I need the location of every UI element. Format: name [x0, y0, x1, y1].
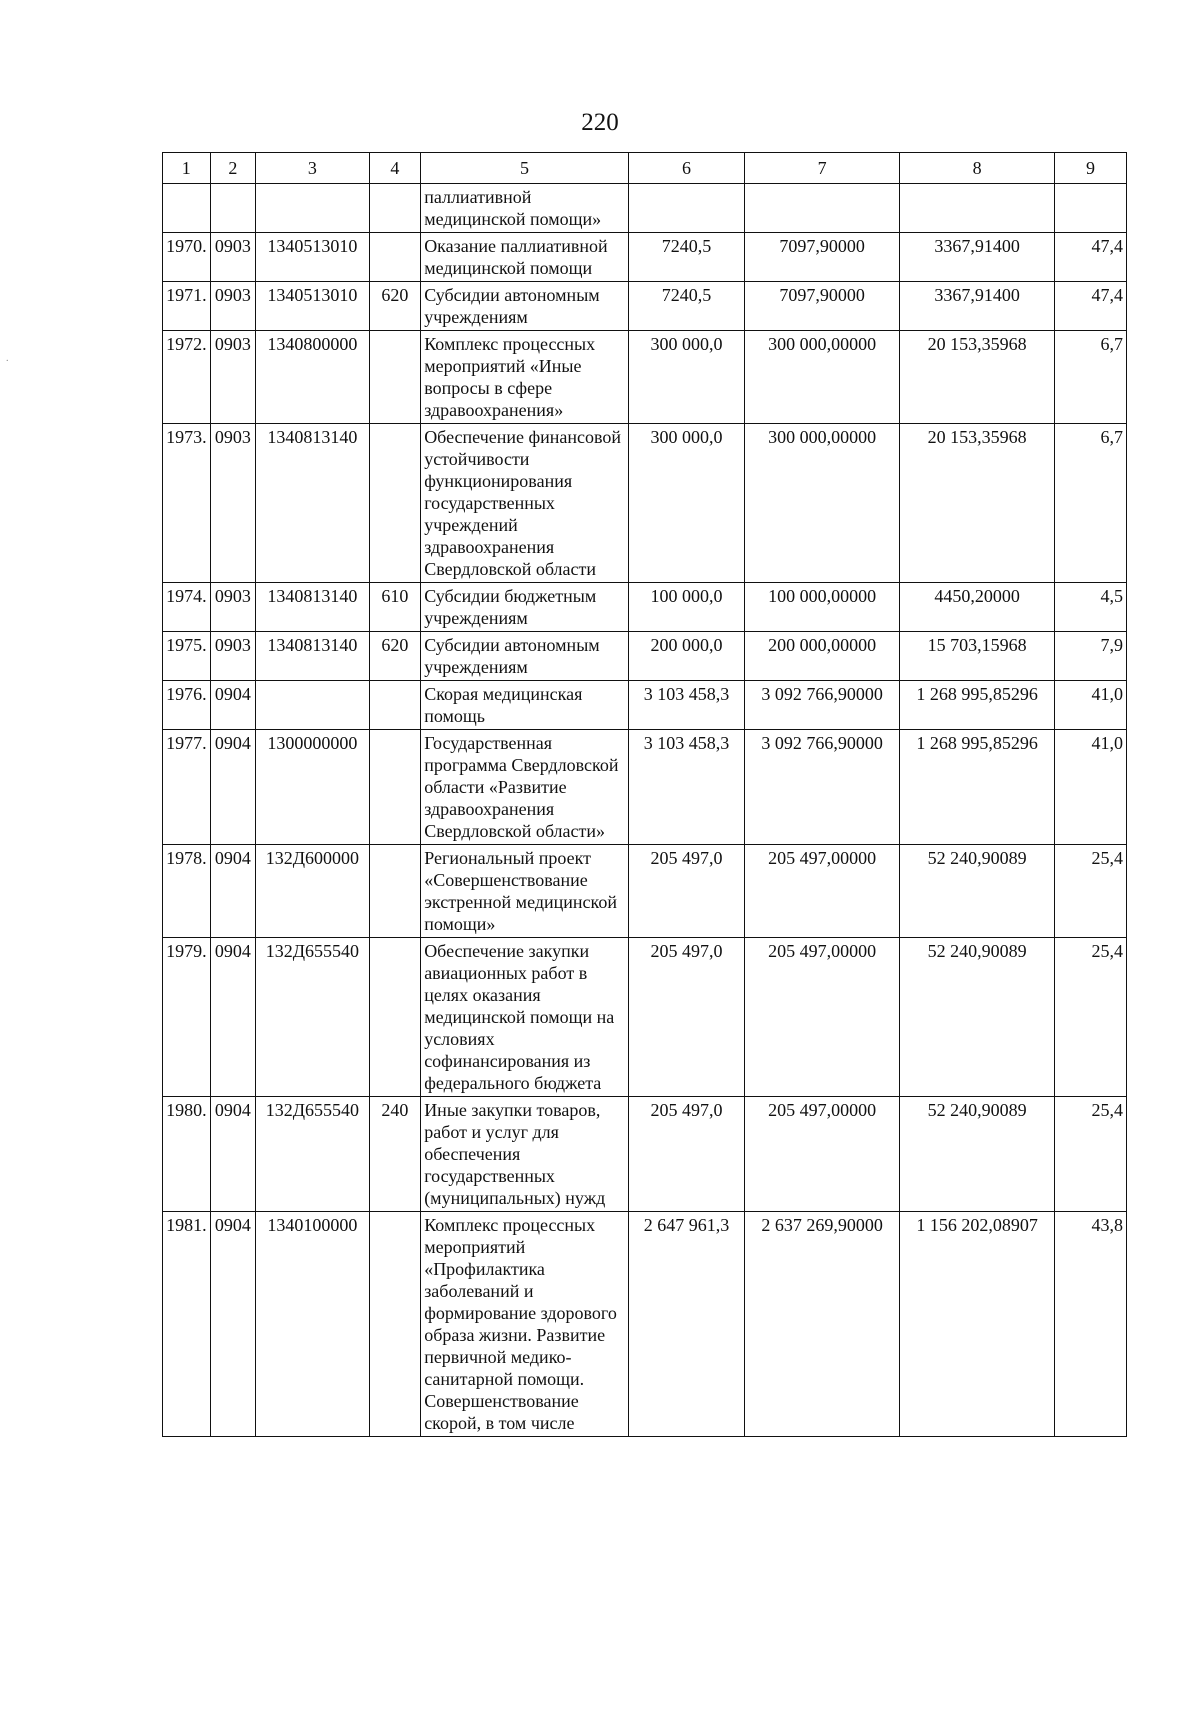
target-code-cell: 1340800000: [256, 331, 369, 424]
executed-amount-cell: 3367,91400: [900, 282, 1055, 331]
item-name-cell: Обеспечение закупки авиационных работ в целях оказания медицинской помощи на условиях софинансирования из федерального бюджета: [421, 938, 629, 1097]
row-number-cell: [163, 184, 211, 233]
budget-list-amount-cell: 100 000,00000: [745, 583, 900, 632]
item-name-cell: Обеспечение финансовой устойчивости функционирования государственных учреждений здравоохранения Свердловской области: [421, 424, 629, 583]
budget-list-amount-cell: 7097,90000: [745, 233, 900, 282]
section-code-cell: 0904: [210, 938, 256, 1097]
table-row: [163, 331, 1127, 424]
execution-percent-cell: 7,9: [1055, 632, 1127, 681]
execution-percent-cell: 25,4: [1055, 1097, 1127, 1212]
row-number-cell: 1971.: [163, 282, 211, 331]
budget-list-amount-cell: 2 637 269,90000: [745, 1212, 900, 1437]
section-code-cell: 0903: [210, 331, 256, 424]
execution-percent-cell: 4,5: [1055, 583, 1127, 632]
execution-percent-cell: 47,4: [1055, 233, 1127, 282]
execution-percent-cell: 25,4: [1055, 938, 1127, 1097]
expense-type-cell: 620: [369, 632, 421, 681]
budget-list-amount-cell: 7097,90000: [745, 282, 900, 331]
expense-type-cell: [369, 331, 421, 424]
target-code-cell: 132Д655540: [256, 938, 369, 1097]
budget-list-amount-cell: 3 092 766,90000: [745, 681, 900, 730]
table-row: [163, 424, 1127, 583]
approved-amount-cell: 3 103 458,3: [628, 730, 744, 845]
item-name-cell: Скорая медицинская помощь: [421, 681, 629, 730]
budget-list-amount-cell: 300 000,00000: [745, 331, 900, 424]
column-header-8: 8: [900, 153, 1055, 184]
item-name-cell: Государственная программа Свердловской области «Развитие здравоохранения Свердловской области»: [421, 730, 629, 845]
section-code-cell: 0903: [210, 282, 256, 331]
item-name-cell: Субсидии бюджетным учреждениям: [421, 583, 629, 632]
approved-amount-cell: [628, 184, 744, 233]
table-row: [163, 730, 1127, 845]
row-number-cell: 1975.: [163, 632, 211, 681]
execution-percent-cell: 6,7: [1055, 424, 1127, 583]
row-number-cell: 1974.: [163, 583, 211, 632]
budget-list-amount-cell: 300 000,00000: [745, 424, 900, 583]
executed-amount-cell: 1 268 995,85296: [900, 730, 1055, 845]
budget-list-amount-cell: 205 497,00000: [745, 938, 900, 1097]
budget-list-amount-cell: 205 497,00000: [745, 1097, 900, 1212]
item-name-cell: Комплекс процессных мероприятий «Иные вопросы в сфере здравоохранения»: [421, 331, 629, 424]
budget-list-amount-cell: 3 092 766,90000: [745, 730, 900, 845]
column-header-4: 4: [369, 153, 421, 184]
table-row: [163, 938, 1127, 1097]
table-header-row: [163, 153, 1127, 184]
budget-table: [162, 152, 1127, 1437]
expense-type-cell: [369, 184, 421, 233]
column-header-5: 5: [421, 153, 629, 184]
row-number-cell: 1978.: [163, 845, 211, 938]
row-number-cell: 1970.: [163, 233, 211, 282]
table-row: [163, 681, 1127, 730]
executed-amount-cell: 1 268 995,85296: [900, 681, 1055, 730]
table-row: [163, 282, 1127, 331]
table-row: [163, 233, 1127, 282]
target-code-cell: 1340513010: [256, 282, 369, 331]
target-code-cell: 1300000000: [256, 730, 369, 845]
approved-amount-cell: 2 647 961,3: [628, 1212, 744, 1437]
row-number-cell: 1979.: [163, 938, 211, 1097]
expense-type-cell: 610: [369, 583, 421, 632]
page-number: 220: [581, 109, 619, 136]
table-row: [163, 1212, 1127, 1437]
row-number-cell: 1972.: [163, 331, 211, 424]
item-name-cell: паллиативной медицинской помощи»: [421, 184, 629, 233]
column-header-1: 1: [163, 153, 211, 184]
budget-list-amount-cell: 200 000,00000: [745, 632, 900, 681]
row-number-cell: 1976.: [163, 681, 211, 730]
approved-amount-cell: 205 497,0: [628, 1097, 744, 1212]
execution-percent-cell: 6,7: [1055, 331, 1127, 424]
section-code-cell: 0904: [210, 1212, 256, 1437]
section-code-cell: 0904: [210, 730, 256, 845]
row-number-cell: 1980.: [163, 1097, 211, 1212]
executed-amount-cell: 3367,91400: [900, 233, 1055, 282]
target-code-cell: 1340813140: [256, 424, 369, 583]
expense-type-cell: [369, 233, 421, 282]
item-name-cell: Оказание паллиативной медицинской помощи: [421, 233, 629, 282]
execution-percent-cell: [1055, 184, 1127, 233]
expense-type-cell: 240: [369, 1097, 421, 1212]
budget-list-amount-cell: 205 497,00000: [745, 845, 900, 938]
execution-percent-cell: 41,0: [1055, 730, 1127, 845]
execution-percent-cell: 43,8: [1055, 1212, 1127, 1437]
section-code-cell: 0904: [210, 845, 256, 938]
column-header-3: 3: [256, 153, 369, 184]
expense-type-cell: [369, 845, 421, 938]
table-row: [163, 184, 1127, 233]
section-code-cell: [210, 184, 256, 233]
approved-amount-cell: 7240,5: [628, 282, 744, 331]
executed-amount-cell: 20 153,35968: [900, 424, 1055, 583]
section-code-cell: 0903: [210, 632, 256, 681]
table-row: [163, 845, 1127, 938]
approved-amount-cell: 300 000,0: [628, 424, 744, 583]
budget-list-amount-cell: [745, 184, 900, 233]
section-code-cell: 0904: [210, 1097, 256, 1212]
execution-percent-cell: 47,4: [1055, 282, 1127, 331]
executed-amount-cell: 15 703,15968: [900, 632, 1055, 681]
expense-type-cell: [369, 938, 421, 1097]
expense-type-cell: [369, 1212, 421, 1437]
executed-amount-cell: 52 240,90089: [900, 1097, 1055, 1212]
expense-type-cell: [369, 730, 421, 845]
item-name-cell: Иные закупки товаров, работ и услуг для обеспечения государственных (муниципальных) нужд: [421, 1097, 629, 1212]
item-name-cell: Субсидии автономным учреждениям: [421, 282, 629, 331]
executed-amount-cell: 20 153,35968: [900, 331, 1055, 424]
approved-amount-cell: 300 000,0: [628, 331, 744, 424]
approved-amount-cell: 7240,5: [628, 233, 744, 282]
scan-edge-mark: .: [6, 353, 9, 364]
target-code-cell: 1340813140: [256, 583, 369, 632]
column-header-7: 7: [745, 153, 900, 184]
section-code-cell: 0903: [210, 233, 256, 282]
executed-amount-cell: 52 240,90089: [900, 938, 1055, 1097]
expense-type-cell: [369, 681, 421, 730]
column-header-6: 6: [628, 153, 744, 184]
expense-type-cell: 620: [369, 282, 421, 331]
table-body: [163, 184, 1127, 1437]
approved-amount-cell: 3 103 458,3: [628, 681, 744, 730]
executed-amount-cell: [900, 184, 1055, 233]
target-code-cell: 132Д655540: [256, 1097, 369, 1212]
target-code-cell: 1340100000: [256, 1212, 369, 1437]
expense-type-cell: [369, 424, 421, 583]
row-number-cell: 1981.: [163, 1212, 211, 1437]
section-code-cell: 0903: [210, 583, 256, 632]
target-code-cell: 1340813140: [256, 632, 369, 681]
item-name-cell: Региональный проект «Совершенствование экстренной медицинской помощи»: [421, 845, 629, 938]
target-code-cell: [256, 681, 369, 730]
column-header-9: 9: [1055, 153, 1127, 184]
executed-amount-cell: 4450,20000: [900, 583, 1055, 632]
target-code-cell: 1340513010: [256, 233, 369, 282]
table-row: [163, 583, 1127, 632]
item-name-cell: Субсидии автономным учреждениям: [421, 632, 629, 681]
row-number-cell: 1977.: [163, 730, 211, 845]
column-header-2: 2: [210, 153, 256, 184]
table-row: [163, 1097, 1127, 1212]
approved-amount-cell: 205 497,0: [628, 845, 744, 938]
section-code-cell: 0904: [210, 681, 256, 730]
target-code-cell: [256, 184, 369, 233]
execution-percent-cell: 25,4: [1055, 845, 1127, 938]
execution-percent-cell: 41,0: [1055, 681, 1127, 730]
item-name-cell: Комплекс процессных мероприятий «Профилактика заболеваний и формирование здорового образа жизни. Развитие первичной медико-санитарной помощи. Совершенствование скорой, в том числе: [421, 1212, 629, 1437]
approved-amount-cell: 100 000,0: [628, 583, 744, 632]
executed-amount-cell: 1 156 202,08907: [900, 1212, 1055, 1437]
section-code-cell: 0903: [210, 424, 256, 583]
executed-amount-cell: 52 240,90089: [900, 845, 1055, 938]
approved-amount-cell: 205 497,0: [628, 938, 744, 1097]
target-code-cell: 132Д600000: [256, 845, 369, 938]
table-row: [163, 632, 1127, 681]
approved-amount-cell: 200 000,0: [628, 632, 744, 681]
row-number-cell: 1973.: [163, 424, 211, 583]
